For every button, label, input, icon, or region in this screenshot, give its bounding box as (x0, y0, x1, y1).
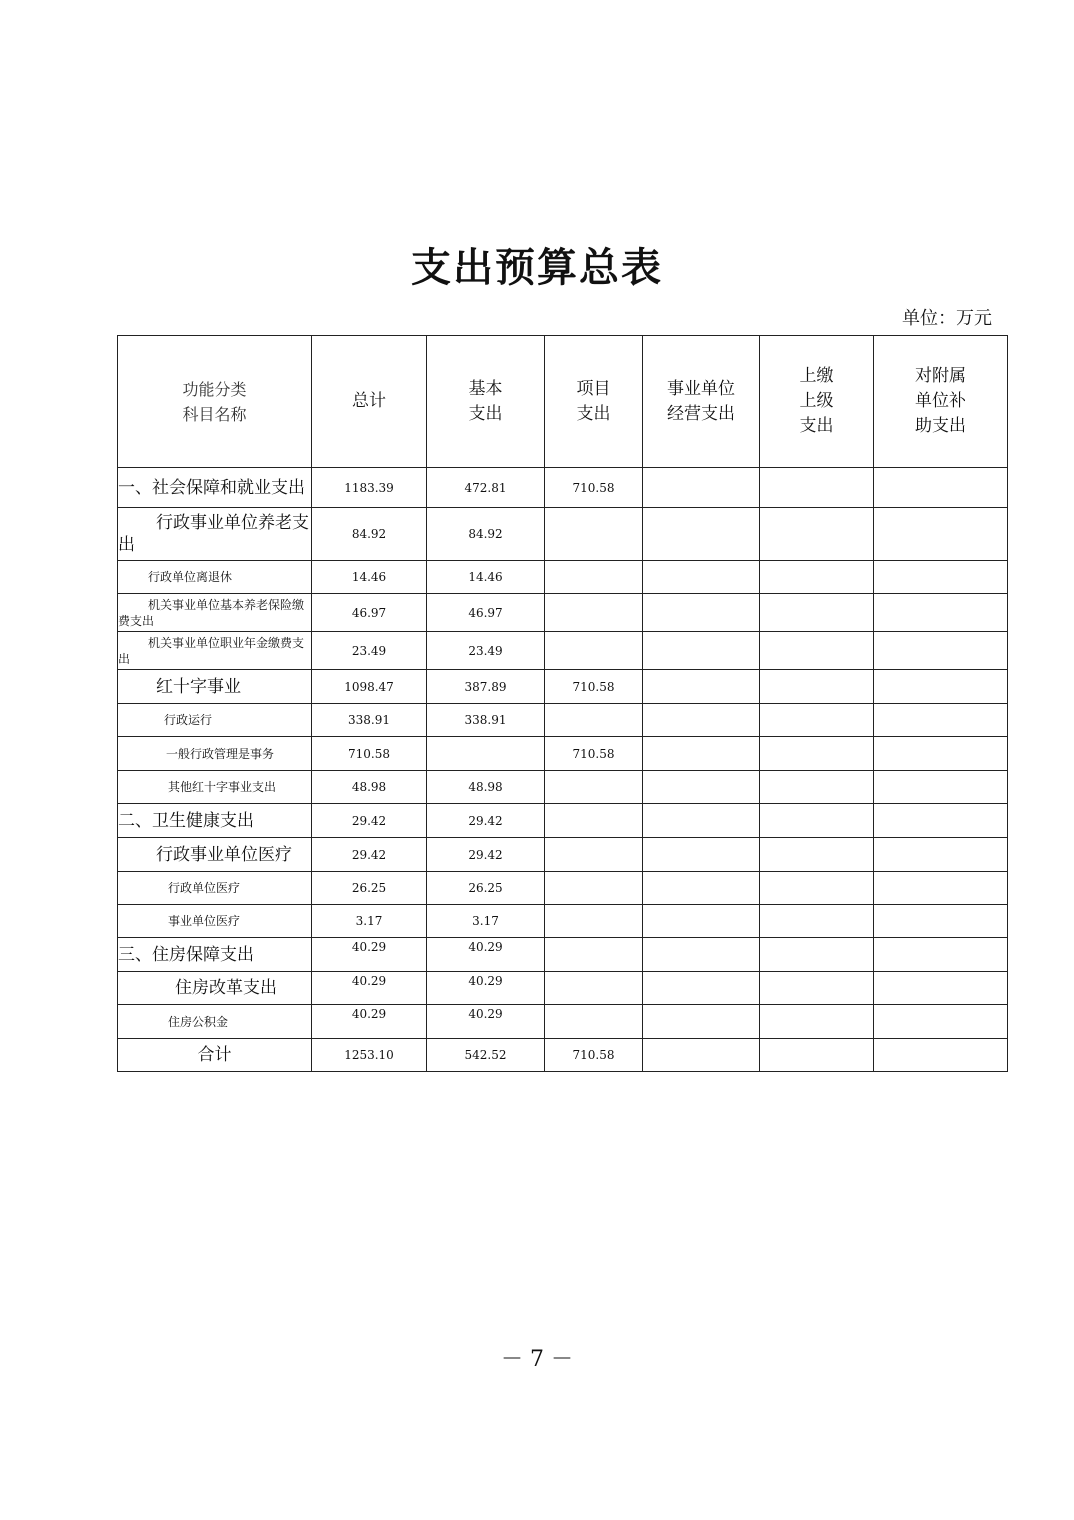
row-project (545, 771, 643, 804)
row-project (545, 838, 643, 872)
row-basic: 387.89 (427, 670, 545, 704)
row-name: 机关事业单位职业年金缴费支出 (118, 632, 312, 670)
table-row (118, 771, 1008, 804)
row-name: 其他红十字事业支出 (118, 771, 312, 804)
page-number: － 7 － (501, 1347, 573, 1372)
row-subsidy (874, 1005, 1008, 1039)
row-subsidy (874, 632, 1008, 670)
row-total: 338.91 (312, 704, 427, 737)
row-basic: 3.17 (427, 905, 545, 938)
row-upper (760, 872, 874, 905)
row-basic: 40.29 (427, 972, 545, 1005)
row-basic: 472.81 (427, 468, 545, 508)
row-subsidy (874, 771, 1008, 804)
row-project: 710.58 (545, 737, 643, 771)
row-total: 3.17 (312, 905, 427, 938)
row-name: 行政运行 (118, 704, 312, 737)
row-upper (760, 1005, 874, 1039)
row-name: 一般行政管理是事务 (118, 737, 312, 771)
row-upper (760, 1039, 874, 1072)
row-total: 29.42 (312, 838, 427, 872)
row-basic: 40.29 (427, 1005, 545, 1039)
row-name: 三、住房保障支出 (118, 938, 312, 972)
row-subsidy (874, 1039, 1008, 1072)
row-name: 住房改革支出 (118, 972, 312, 1005)
row-total: 29.42 (312, 804, 427, 838)
page-title: 支出预算总表 (411, 244, 663, 291)
row-business (643, 508, 760, 561)
row-upper (760, 905, 874, 938)
row-basic: 48.98 (427, 771, 545, 804)
row-basic: 542.52 (427, 1039, 545, 1072)
row-subsidy (874, 804, 1008, 838)
row-subsidy (874, 737, 1008, 771)
table-row (118, 1005, 1008, 1039)
row-basic: 29.42 (427, 838, 545, 872)
row-business (643, 838, 760, 872)
row-business (643, 561, 760, 594)
row-business (643, 1005, 760, 1039)
row-total: 26.25 (312, 872, 427, 905)
row-basic: 40.29 (427, 938, 545, 972)
row-subsidy (874, 905, 1008, 938)
row-business (643, 670, 760, 704)
row-project (545, 972, 643, 1005)
table-row (118, 838, 1008, 872)
header-subsidy: 对附属 单位补 助支出 (874, 336, 1008, 468)
row-total: 40.29 (312, 1005, 427, 1039)
row-subsidy (874, 938, 1008, 972)
row-total: 48.98 (312, 771, 427, 804)
row-business (643, 938, 760, 972)
row-upper (760, 561, 874, 594)
row-upper (760, 804, 874, 838)
row-business (643, 594, 760, 632)
row-total: 40.29 (312, 972, 427, 1005)
budget-table (117, 335, 1008, 1072)
table-row (118, 905, 1008, 938)
row-business (643, 972, 760, 1005)
row-subsidy (874, 670, 1008, 704)
header-project: 项目 支出 (545, 336, 643, 468)
row-name: 事业单位医疗 (118, 905, 312, 938)
row-name: 行政事业单位医疗 (118, 838, 312, 872)
row-basic: 23.49 (427, 632, 545, 670)
row-name: 一、社会保障和就业支出 (118, 468, 312, 508)
row-project (545, 938, 643, 972)
table-row (118, 508, 1008, 561)
row-total: 710.58 (312, 737, 427, 771)
row-project (545, 872, 643, 905)
row-total: 1098.47 (312, 670, 427, 704)
row-upper (760, 594, 874, 632)
table-row (118, 670, 1008, 704)
row-project (545, 704, 643, 737)
row-business (643, 905, 760, 938)
row-subsidy (874, 704, 1008, 737)
row-total: 84.92 (312, 508, 427, 561)
row-business (643, 632, 760, 670)
row-subsidy (874, 468, 1008, 508)
row-upper (760, 838, 874, 872)
row-business (643, 1039, 760, 1072)
row-business (643, 872, 760, 905)
row-basic (427, 737, 545, 771)
row-total: 1253.10 (312, 1039, 427, 1072)
table-row (118, 594, 1008, 632)
row-basic: 29.42 (427, 804, 545, 838)
row-basic: 46.97 (427, 594, 545, 632)
row-project: 710.58 (545, 468, 643, 508)
table-row (118, 468, 1008, 508)
table-row (118, 737, 1008, 771)
row-upper (760, 737, 874, 771)
row-subsidy (874, 508, 1008, 561)
row-total: 23.49 (312, 632, 427, 670)
table-row (118, 632, 1008, 670)
row-basic: 338.91 (427, 704, 545, 737)
row-total: 1183.39 (312, 468, 427, 508)
table-row (118, 872, 1008, 905)
table-row (118, 704, 1008, 737)
row-business (643, 771, 760, 804)
row-name: 红十字事业 (118, 670, 312, 704)
table-row (118, 561, 1008, 594)
row-project: 710.58 (545, 1039, 643, 1072)
row-business (643, 804, 760, 838)
row-project (545, 905, 643, 938)
row-subsidy (874, 838, 1008, 872)
row-project (545, 561, 643, 594)
table-row (118, 938, 1008, 972)
row-total: 46.97 (312, 594, 427, 632)
row-subsidy (874, 972, 1008, 1005)
row-project (545, 1005, 643, 1039)
row-upper (760, 704, 874, 737)
row-name: 机关事业单位基本养老保险缴费支出 (118, 594, 312, 632)
row-business (643, 704, 760, 737)
header-total: 总计 (312, 336, 427, 468)
unit-label: 单位：万元 (902, 308, 992, 329)
row-business (643, 737, 760, 771)
header-basic: 基本 支出 (427, 336, 545, 468)
header-business: 事业单位 经营支出 (643, 336, 760, 468)
row-basic: 84.92 (427, 508, 545, 561)
row-name: 行政事业单位养老支出 (118, 508, 312, 561)
table-row (118, 972, 1008, 1005)
row-name: 住房公积金 (118, 1005, 312, 1039)
row-total: 14.46 (312, 561, 427, 594)
row-upper (760, 972, 874, 1005)
row-name: 行政单位医疗 (118, 872, 312, 905)
row-business (643, 468, 760, 508)
row-project (545, 632, 643, 670)
row-subsidy (874, 872, 1008, 905)
row-basic: 26.25 (427, 872, 545, 905)
table-total-row (118, 1039, 1008, 1072)
row-upper (760, 670, 874, 704)
row-project (545, 804, 643, 838)
header-name: 功能分类 科目名称 (118, 336, 312, 468)
row-name: 行政单位离退休 (118, 561, 312, 594)
row-name: 合计 (118, 1039, 312, 1072)
row-subsidy (874, 594, 1008, 632)
header-upper: 上缴 上级 支出 (760, 336, 874, 468)
row-project (545, 508, 643, 561)
row-subsidy (874, 561, 1008, 594)
row-upper (760, 938, 874, 972)
table-row (118, 804, 1008, 838)
table-header-row (118, 336, 1008, 468)
row-upper (760, 468, 874, 508)
row-project: 710.58 (545, 670, 643, 704)
row-project (545, 594, 643, 632)
row-upper (760, 632, 874, 670)
row-upper (760, 771, 874, 804)
row-name: 二、卫生健康支出 (118, 804, 312, 838)
row-basic: 14.46 (427, 561, 545, 594)
row-total: 40.29 (312, 938, 427, 972)
row-upper (760, 508, 874, 561)
